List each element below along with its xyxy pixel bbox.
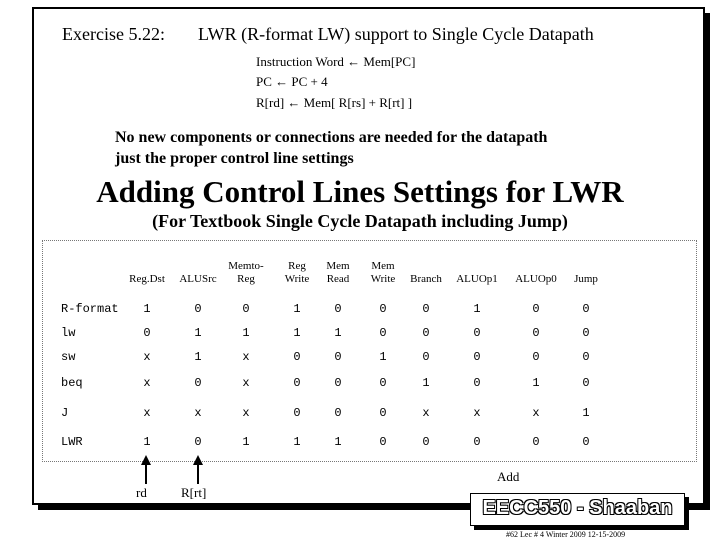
table-cell: 0	[422, 302, 430, 316]
column-header	[228, 260, 263, 286]
table-cell: 0	[532, 302, 540, 316]
table-cell: 0	[473, 376, 481, 390]
rt-arrow-line	[197, 462, 199, 484]
table-cell: 0	[379, 376, 387, 390]
table-cell: 1	[422, 376, 430, 390]
exercise-label: Exercise 5.22:	[62, 24, 165, 44]
add-annotation: Add	[497, 469, 520, 484]
table-cell: 0	[143, 326, 151, 340]
table-cell: 1	[194, 350, 202, 364]
column-header	[574, 273, 598, 286]
column-header-text: Read	[326, 273, 350, 285]
table-cell: 1	[293, 302, 301, 316]
table-cell: x	[194, 406, 202, 420]
table-cell: x	[143, 406, 151, 420]
table-cell: 0	[379, 302, 387, 316]
table-cell: 1	[143, 302, 151, 316]
slide-footer: #62 Lec # 4 Winter 2009 12-15-2009	[506, 530, 626, 539]
table-cell: 1	[473, 302, 481, 316]
control-table	[42, 240, 697, 462]
table-cell: x	[532, 406, 540, 420]
row-label: beq	[61, 376, 83, 390]
table-cell: 1	[293, 435, 301, 449]
row-label: lw	[61, 326, 76, 340]
column-header-text: Mem	[326, 260, 350, 272]
column-header	[410, 273, 442, 286]
note-line-2: just the proper control line settings	[115, 150, 354, 167]
table-cell: 0	[532, 350, 540, 364]
rd-annotation: rd	[136, 485, 147, 500]
table-cell: 1	[242, 326, 250, 340]
column-header	[515, 273, 557, 286]
table-cell: 1	[194, 326, 202, 340]
table-cell: 0	[582, 435, 590, 449]
table-cell: 1	[582, 406, 590, 420]
rtl-line-2: PC ← PC + 4	[256, 74, 328, 89]
table-cell: x	[143, 376, 151, 390]
table-cell: 0	[532, 326, 540, 340]
table-cell: x	[242, 376, 250, 390]
column-header	[371, 260, 396, 286]
column-header-text: Write	[370, 273, 396, 285]
table-cell: 1	[143, 435, 151, 449]
table-cell: x	[143, 350, 151, 364]
table-cell: 0	[194, 435, 202, 449]
column-header-text: Branch	[410, 273, 442, 285]
column-header-text: Mem	[371, 260, 395, 272]
table-cell: 0	[293, 376, 301, 390]
table-cell: 0	[334, 376, 342, 390]
rtl-line-1: Instruction Word ← Mem[PC]	[256, 54, 416, 69]
table-cell: 0	[473, 435, 481, 449]
table-cell: 0	[422, 326, 430, 340]
table-cell: 1	[293, 326, 301, 340]
row-label: LWR	[61, 435, 83, 449]
note-line-1: No new components or connections are needed for the datapath	[115, 129, 548, 146]
table-cell: 0	[532, 435, 540, 449]
course-badge: EECC550 - Shaaban	[482, 497, 673, 519]
table-cell: 1	[334, 326, 342, 340]
column-header-text: ALUOp1	[456, 273, 498, 285]
table-cell: 0	[422, 435, 430, 449]
table-cell: 0	[194, 376, 202, 390]
table-cell: 0	[293, 350, 301, 364]
table-cell: 1	[242, 435, 250, 449]
table-cell: 1	[334, 435, 342, 449]
frame-shadow-right	[705, 13, 710, 510]
table-cell: 0	[334, 302, 342, 316]
table-cell: 0	[379, 435, 387, 449]
column-header-text: ALUOp0	[515, 273, 557, 285]
column-header	[456, 273, 498, 286]
table-cell: 0	[422, 350, 430, 364]
table-cell: 0	[293, 406, 301, 420]
column-header	[285, 260, 310, 286]
table-cell: 0	[334, 350, 342, 364]
table-cell: x	[242, 350, 250, 364]
exercise-description: LWR (R-format LW) support to Single Cycle Datapath	[198, 24, 594, 44]
column-header	[129, 273, 165, 286]
column-header	[326, 260, 349, 286]
table-cell: 0	[379, 406, 387, 420]
table-cell: 0	[582, 376, 590, 390]
table-cell: 0	[582, 302, 590, 316]
table-cell: 0	[379, 326, 387, 340]
table-cell: 0	[473, 350, 481, 364]
rd-arrow-line	[145, 462, 147, 484]
table-cell: 0	[334, 406, 342, 420]
table-cell: 0	[582, 326, 590, 340]
column-header-text: Memto-	[228, 260, 264, 272]
rt-arrow-head	[193, 455, 203, 465]
column-header-text: Jump	[574, 273, 598, 285]
table-cell: x	[242, 406, 250, 420]
table-cell: 1	[379, 350, 387, 364]
row-label: J	[61, 406, 69, 420]
table-cell: x	[422, 406, 430, 420]
rt-annotation: R[rt]	[181, 485, 207, 500]
table-cell: 1	[532, 376, 540, 390]
rtl-line-3: R[rd] ← Mem[ R[rs] + R[rt] ]	[256, 95, 413, 110]
table-cell: 0	[194, 302, 202, 316]
table-cell: x	[473, 406, 481, 420]
column-header-text: ALUSrc	[179, 273, 217, 285]
column-header-text: Reg.Dst	[129, 273, 165, 285]
table-cell: 0	[242, 302, 250, 316]
table-cell: 0	[473, 326, 481, 340]
slide-title: Adding Control Lines Settings for LWR	[96, 174, 624, 209]
column-header-text: Reg	[237, 273, 255, 285]
column-header	[179, 273, 216, 286]
rd-arrow-head	[141, 455, 151, 465]
slide-subtitle: (For Textbook Single Cycle Datapath including Jump)	[152, 211, 568, 231]
row-label: sw	[61, 350, 76, 364]
column-header-text: Reg	[288, 260, 306, 272]
column-header-text: Write	[284, 273, 310, 285]
table-cell: 0	[582, 350, 590, 364]
row-label: R-format	[61, 302, 119, 316]
